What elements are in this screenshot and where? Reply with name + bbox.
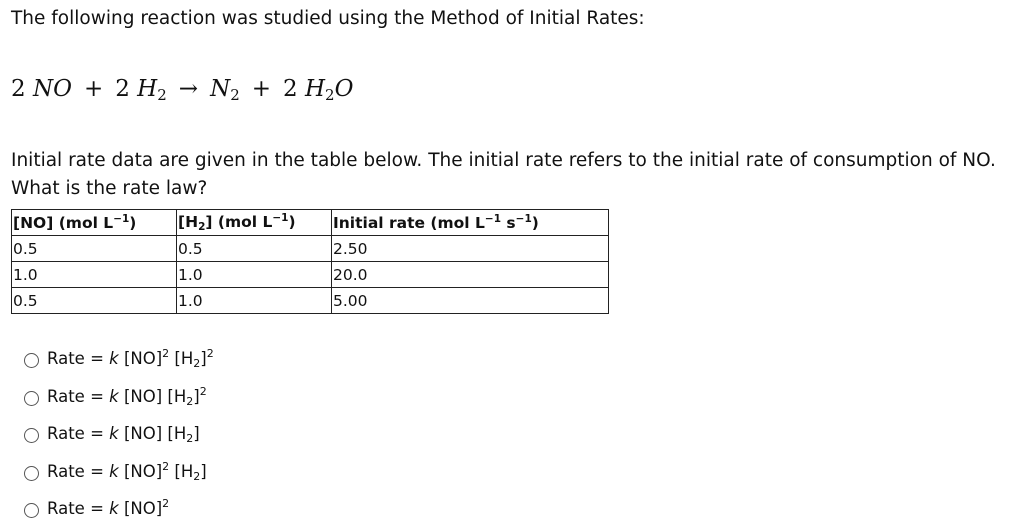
header-initial-rate: Initial rate (mol $L^{-1}$ $s^{-1}$) <box>332 210 609 236</box>
radio-button[interactable] <box>24 391 39 406</box>
answer-option-2[interactable] <box>24 378 214 416</box>
table-row <box>12 288 609 314</box>
radio-button[interactable] <box>24 428 39 443</box>
table-cell: 1.0 <box>177 288 332 314</box>
table-cell: 2.50 <box>332 236 609 262</box>
radio-button[interactable] <box>24 466 39 481</box>
table-row <box>12 262 609 288</box>
table-cell: 0.5 <box>12 288 177 314</box>
table-cell: 1.0 <box>12 262 177 288</box>
header-no-concentration: [NO] (mol $L^{-1}$) <box>12 210 177 236</box>
answer-option-3[interactable] <box>24 415 214 453</box>
radio-button[interactable] <box>24 503 39 518</box>
option-label: Rate = k [NO] $[H_2]^2$ <box>47 384 207 408</box>
radio-button[interactable] <box>24 353 39 368</box>
table-cell: 0.5 <box>177 236 332 262</box>
option-label: Rate = k [NO] $[H_2]$ <box>47 424 200 446</box>
initial-rate-table <box>11 209 609 314</box>
header-h2-concentration: $[H_2]$ (mol $L^{-1}$) <box>177 210 332 236</box>
question-description: Initial rate data are given in the table below. The initial rate refers to the initial rate of consumption of NO. What is the rate law? <box>11 150 996 199</box>
table-cell: 1.0 <box>177 262 332 288</box>
question-intro: The following reaction was studied using the Method of Initial Rates: <box>11 8 645 29</box>
answer-option-4[interactable] <box>24 453 214 491</box>
reaction-equation: 2 NO + 2 $H_2 \to N_2 + 2$ $H_2O$ <box>11 76 354 104</box>
answer-options <box>24 340 214 528</box>
table-cell: 20.0 <box>332 262 609 288</box>
table-cell: 5.00 <box>332 288 609 314</box>
table-header-row <box>12 210 609 236</box>
answer-option-5[interactable] <box>24 490 214 528</box>
table-row <box>12 236 609 262</box>
option-label: Rate = k [NO]$^2$ $[H_2]$ <box>47 459 207 483</box>
option-label: Rate = k [NO]$^2$ <box>47 497 170 519</box>
table-cell: 0.5 <box>12 236 177 262</box>
option-label: Rate = k [NO]$^2$ $[H_2]^2$ <box>47 347 214 371</box>
answer-option-1[interactable] <box>24 340 214 378</box>
